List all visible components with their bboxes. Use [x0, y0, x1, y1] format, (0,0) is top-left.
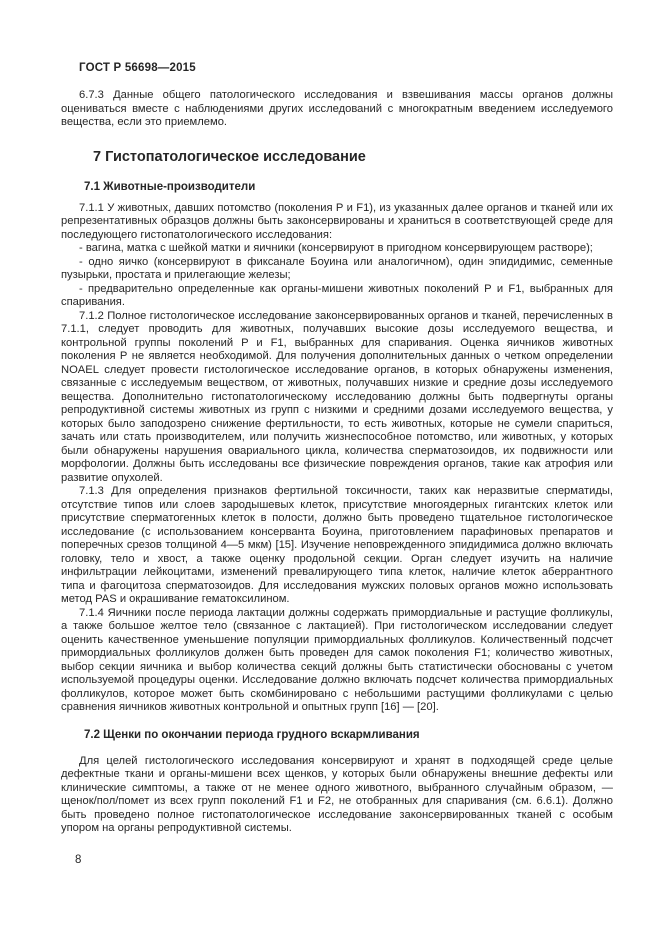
page-number: 8: [75, 854, 82, 866]
running-header: ГОСТ Р 56698—2015: [79, 62, 196, 74]
list-item-vagina: - вагина, матка с шейкой матки и яичники (консервируют в пригодном консервирующем растворе);: [79, 242, 593, 254]
section-7-heading: 7 Гистопатологическое исследование: [93, 148, 366, 165]
paragraph-7-2: Для целей гистологического исследования консервируют и хранят в подходящей среде целые дефектные ткани и органы-мишени всех щенков, у которых были обнаружены внешние дефекты или клинические симптомы, а также от не менее одного животного, выбранного случайным образом, — щенок/пол/помет из всех групп поколений F1 и F2, не отобранных для спаривания (см. 6.6.1). Должно быть проведено полное гистопатологическое исследование законсервированных тканей с особым упором на органы репродуктивной системы.: [61, 754, 613, 834]
paragraph-7-1-2: 7.1.2 Полное гистологическое исследование законсервированных органов и тканей, перечисленных в 7.1.1, следует проводить для животных, получавших высокие дозы исследуемого вещества, и контрольной группы поколений Р и F1, выбранных для спаривания. Оценка яичников животных поколения Р не является необходимой. Для получения дополнительных данных о четком определении NOAEL следует провести гистологическое исследование органов, в которых обнаружены изменения, связанные с исследуемым веществом, от животных, получавших низкие и средние дозы исследуемого вещества. Дополнительно гистопатологическому исследованию должны быть подвергнуты органы репродуктивной системы животных из групп с низкими и средними дозами исследуемого вещества, у которых было заподозрено снижение фертильности, то есть животных, которые не сумели спариться, зачать или стать производителем, или получить жизнеспособное потомство, или животных, у которых были обнаружены нарушения овариального цикла, количества сперматозоидов, их подвижности или морфологии. Должны быть исследованы все физические повреждения органов, такие как атрофия или развитие опухолей.: [61, 309, 613, 484]
section-7-1-heading: 7.1 Животные-производители: [84, 180, 256, 193]
paragraph-7-1-3: 7.1.3 Для определения признаков фертильной токсичности, таких как неразвитые сперматиды, отсутствие типов или слоев зародышевых клеток, присутствие многоядерных гигантских клеток или присутствие сперматогенных клеток в полости, должно быть проведено тщательное гистологическое исследование (с использованием консерванта Боуина, приготовлением парафиновых препаратов и поперечных срезов толщиной 4—5 мкм) [15]. Изучение неповрежденного эпидидимиса должно включать головку, тело и хвост, а также оценку продольной секции. Орган следует изучить на наличие инфильтрации лейкоцитами, изменений превалирующего типа клеток, наличие клеток аберрантного типа и фагоцитоза сперматозоидов. Для исследования мужских половых органов можно использовать метод PAS и окрашивание гематоксилином.: [61, 485, 613, 605]
list-item-target-organs: - предварительно определенные как органы-мишени животных поколений Р и F1, выбранных для спаривания.: [61, 282, 613, 308]
paragraph-7-1-4: 7.1.4 Яичники после периода лактации должны содержать примордиальные и растущие фолликулы, а также большое желтое тело (связанное с лактацией). При гистологическом исследовании следует оценить качественное уменьшение популяции примордиальных фолликулов. Количественный подсчет примордиальных фолликулов должен быть проведен для самок поколения F1; количество животных, выбор секции яичника и выбор количества секций должны быть статистически обоснованы с учетом используемой процедуры оценки. Исследование должно включать подсчет количества примордиальных фолликулов, которое может быть скомбинировано с небольшими растущими фолликулами с целью сравнения яичников животных контрольной и опытных групп [16] — [20].: [61, 606, 613, 713]
paragraph-6-7-3: 6.7.3 Данные общего патологического исследования и взвешивания массы органов должны оцениваться вместе с наблюдениями других исследований с многократным введением исследуемого вещества, если это приемлемо.: [61, 89, 613, 128]
section-7-2-heading: 7.2 Щенки по окончании периода грудного вскармливания: [84, 728, 420, 741]
list-item-testis: - одно яичко (консервируют в фиксанале Боуина или аналогичном), один эпидидимис, семенные пузырьки, простата и прилегающие железы;: [61, 255, 613, 281]
paragraph-7-1-1: 7.1.1 У животных, давших потомство (поколения Р и F1), из указанных далее органов и тканей или их репрезентативных образцов должны быть законсервированы и храниться в соответствующей среде для последующего гистопатологического исследования:: [61, 201, 613, 241]
